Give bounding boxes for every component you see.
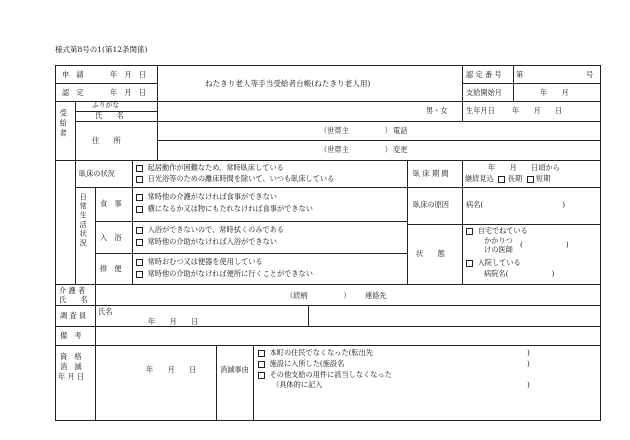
- col-line: [462, 65, 463, 101]
- period-from: 年 月 日頃から: [488, 163, 560, 172]
- excretion-option-2: 常時他の介助がなければ便所に行くことができない: [136, 270, 313, 278]
- household-2: （世帯主 ）: [320, 145, 392, 154]
- cert-number-prefix: 第: [516, 70, 524, 79]
- loss-date: 年 月 日: [146, 365, 197, 374]
- birth-value: 年 月 日: [512, 106, 563, 115]
- loss-detail: （具体的に記入: [272, 380, 323, 389]
- row-line: [95, 221, 407, 222]
- row-line: [55, 345, 601, 346]
- disease-label: 病名( ): [466, 200, 566, 209]
- family-doctor-2: けの医師: [484, 245, 513, 254]
- hospital-name: 病院名( ): [484, 269, 555, 278]
- address-label: 住 所: [92, 136, 121, 145]
- close-paren-1: ): [527, 348, 530, 357]
- caregiver-relation: （続柄 ）: [286, 291, 351, 300]
- checkbox[interactable]: [258, 372, 265, 379]
- col-line: [157, 65, 158, 101]
- close-paren-3: ): [527, 380, 530, 389]
- checkbox[interactable]: [136, 194, 143, 201]
- checkbox[interactable]: [466, 260, 473, 267]
- row-line: [55, 326, 601, 327]
- birth-label: 生年月日: [466, 106, 495, 115]
- home-care: 自宅でねている: [466, 227, 528, 235]
- col-line: [95, 187, 96, 284]
- caregiver-label-1: 介 護 者: [59, 286, 86, 295]
- checkbox[interactable]: [136, 176, 143, 183]
- meal-label: 食 事: [100, 199, 122, 208]
- status-option-2: 日光浴等のための離床時間を除いて、いつも臥床している: [136, 175, 334, 183]
- application-label: 申 請: [62, 70, 84, 79]
- table-border-right: [600, 65, 601, 420]
- furigana-label: ふりがな: [92, 101, 120, 109]
- row-line: [55, 284, 601, 285]
- checkbox[interactable]: [258, 361, 265, 368]
- checkbox-long[interactable]: [498, 176, 505, 183]
- loss-reason-label: 消滅事由: [220, 365, 249, 374]
- col-line: [308, 305, 309, 326]
- period-label: 臥 床 期 間: [413, 169, 449, 178]
- cert-number-suffix: 号: [586, 70, 594, 79]
- form-number: 様式第8号の1(第12条関係): [55, 45, 148, 54]
- family-doctor-1: かかりつ: [484, 236, 513, 245]
- doctor-paren: ( ): [520, 240, 569, 249]
- investigator-name-label: 氏名: [98, 307, 113, 316]
- col-line: [462, 224, 463, 284]
- row-line: [55, 83, 157, 84]
- status-option-1: 起居動作が困難なため、常時臥床している: [136, 164, 284, 172]
- col-line: [513, 65, 514, 101]
- col-line: [462, 101, 463, 121]
- loss-reason-2: 施設に入所した(施設名: [258, 360, 344, 368]
- col-line: [157, 101, 158, 160]
- row-line: [75, 187, 601, 188]
- table-border-top: [55, 65, 601, 66]
- approval-label: 認 定: [62, 88, 84, 97]
- meal-option-2: 横になるか又は物にもたれなければ食事ができない: [136, 205, 313, 213]
- checkbox[interactable]: [466, 228, 473, 235]
- hospitalized: 入院している: [466, 259, 521, 267]
- recipient-side-label: 受給者: [59, 109, 69, 140]
- checkbox[interactable]: [136, 259, 143, 266]
- investigator-label: 調 査 員: [60, 311, 87, 320]
- bath-option-2: 常時他の介助がなければ入浴ができない: [136, 238, 277, 246]
- meal-option-1: 常時他の介護がなければ食事ができない: [136, 193, 277, 201]
- loss-reason-3: その他支給の用件に該当しなくなった: [258, 371, 392, 379]
- approval-date: 年 月 日: [110, 88, 146, 97]
- bath-option-1: 入浴ができないので、常時拭くのみである: [136, 226, 284, 234]
- phone-label: 電話: [393, 126, 408, 135]
- checkbox[interactable]: [258, 350, 265, 357]
- caregiver-label-2: 氏 名: [59, 295, 88, 304]
- checkbox[interactable]: [136, 227, 143, 234]
- cert-number-label: 認 定 番 号: [466, 70, 502, 79]
- daily-life-side-label: 日常生活状況: [79, 193, 89, 249]
- bedridden-status-label: 臥床の状況: [79, 169, 115, 178]
- col-line: [75, 101, 76, 160]
- start-month-value: 年 月: [540, 88, 569, 97]
- excretion-option-1: 常時おむつ又は便器を使用している: [136, 258, 263, 266]
- row-line: [95, 253, 407, 254]
- checkbox-short[interactable]: [527, 176, 534, 183]
- loss-label-1: 資 格: [60, 352, 82, 361]
- cause-label: 臥床の原因: [413, 200, 449, 209]
- excretion-label: 排 便: [100, 264, 122, 273]
- col-line: [253, 345, 254, 420]
- gender: 男・女: [426, 106, 448, 115]
- table-border-bottom: [55, 420, 601, 421]
- col-line: [216, 345, 217, 420]
- checkbox[interactable]: [136, 239, 143, 246]
- loss-label-2: 消 滅: [60, 362, 82, 371]
- row-line: [55, 101, 601, 102]
- col-line: [75, 160, 76, 284]
- loss-reason-1: 本町の住民でなくなった(転出先: [258, 349, 373, 357]
- col-line: [407, 160, 408, 284]
- row-line: [75, 121, 601, 122]
- row-line: [407, 224, 601, 225]
- bath-label: 入 浴: [100, 233, 122, 242]
- row-line: [157, 140, 601, 141]
- checkbox[interactable]: [136, 206, 143, 213]
- form-title: ねたきり老人等手当受給者台帳(ねたきり老人用): [205, 79, 371, 88]
- period-continuation: 継続見込 長期 短期: [465, 174, 551, 183]
- household-1: （世帯主 ）: [320, 126, 392, 135]
- col-line: [462, 160, 463, 224]
- change-label: 変更: [393, 145, 408, 154]
- condition-label: 状 態: [416, 249, 445, 258]
- table-border-left: [55, 65, 56, 420]
- name-label: 氏 名: [95, 111, 124, 120]
- row-line: [462, 83, 601, 84]
- row-line: [55, 160, 601, 161]
- caregiver-contact: 連絡先: [365, 291, 387, 300]
- row-line: [55, 305, 601, 306]
- checkbox[interactable]: [136, 271, 143, 278]
- checkbox[interactable]: [136, 165, 143, 172]
- col-line: [132, 160, 133, 284]
- remarks-label: 備 考: [60, 331, 82, 340]
- investigator-date: 年 月 日: [148, 317, 199, 326]
- application-date: 年 月 日: [110, 70, 146, 79]
- start-month-label: 支給開始月: [466, 88, 502, 97]
- close-paren-2: ): [527, 359, 530, 368]
- loss-label-3: 年 月 日: [58, 372, 85, 381]
